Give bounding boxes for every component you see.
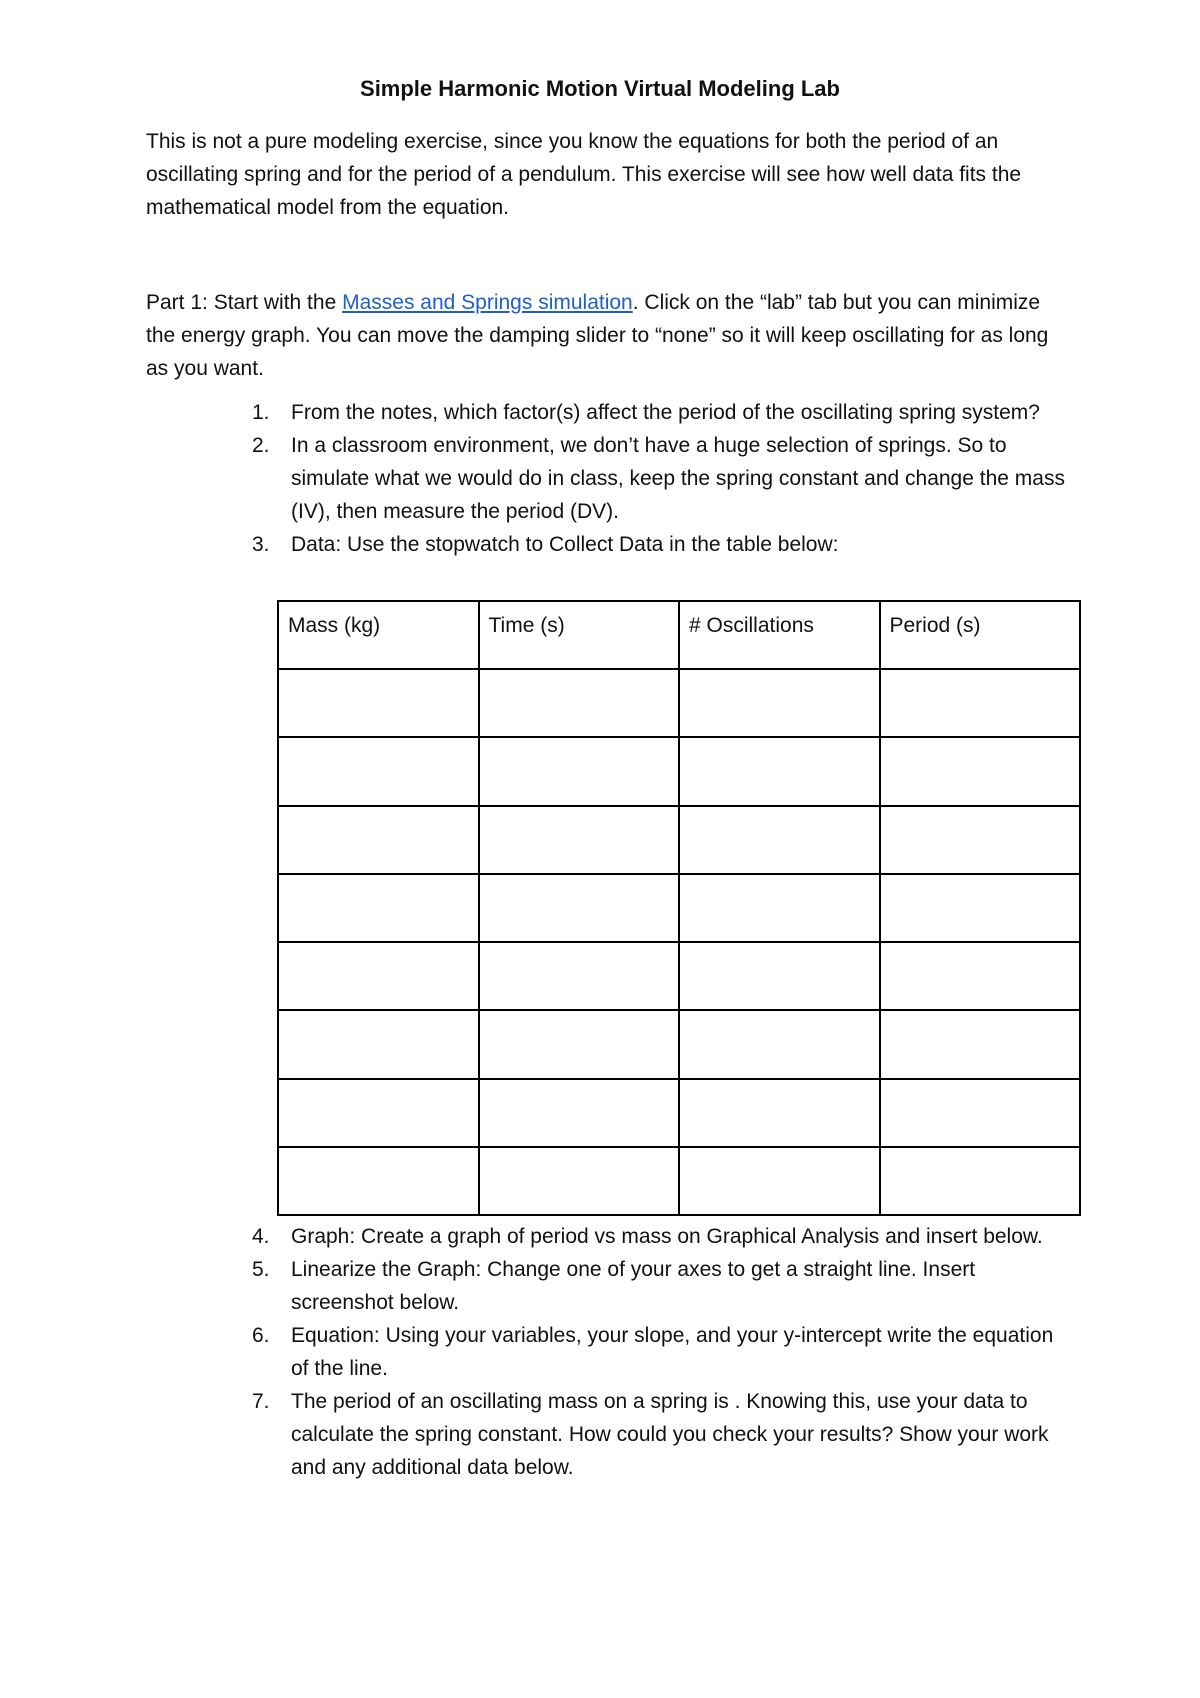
step-number: 5. [252, 1258, 270, 1281]
table-header-row [278, 601, 1080, 669]
table-row [278, 1147, 1080, 1215]
step-text: In a classroom environment, we don’t have a huge selection of springs. So to simulate what we would do in class, keep the spring constant and change the mass (IV), then measure the period (DV). [291, 434, 1065, 523]
table-body [278, 669, 1080, 1215]
step-number: 2. [252, 434, 270, 457]
part1-prefix: Part 1: Start with the [146, 291, 343, 314]
step-4 [252, 1220, 1072, 1253]
step-text: Graph: Create a graph of period vs mass on Graphical Analysis and insert below. [291, 1225, 1043, 1248]
table-cell[interactable] [880, 737, 1081, 805]
table-cell[interactable] [479, 669, 680, 737]
header-period: Period (s) [880, 601, 1081, 669]
table-cell[interactable] [278, 942, 479, 1010]
table-row [278, 1010, 1080, 1078]
table-cell[interactable] [679, 806, 880, 874]
table-cell[interactable] [479, 874, 680, 942]
table-row [278, 1079, 1080, 1147]
table-cell[interactable] [679, 942, 880, 1010]
table-cell[interactable] [679, 1147, 880, 1215]
table-cell[interactable] [278, 737, 479, 805]
table-cell[interactable] [479, 1010, 680, 1078]
header-oscillations: # Oscillations [679, 601, 880, 669]
table-cell[interactable] [479, 806, 680, 874]
step-number: 6. [252, 1324, 270, 1347]
step-text: Data: Use the stopwatch to Collect Data in the table below: [291, 533, 839, 556]
table-cell[interactable] [479, 1147, 680, 1215]
table-row [278, 942, 1080, 1010]
table-cell[interactable] [880, 806, 1081, 874]
table-cell[interactable] [278, 669, 479, 737]
part1-paragraph [146, 286, 1066, 385]
step-6 [252, 1319, 1072, 1385]
table-cell[interactable] [679, 874, 880, 942]
intro-paragraph: This is not a pure modeling exercise, since you know the equations for both the period of an oscillating spring and for the period of a pendulum. This exercise will see how well data fits the mathematical model from the equation. [146, 130, 1022, 219]
step-5 [252, 1253, 1072, 1319]
table-cell[interactable] [479, 1079, 680, 1147]
step-text: Linearize the Graph: Change one of your axes to get a straight line. Insert screenshot below. [291, 1258, 976, 1314]
table-row [278, 806, 1080, 874]
table-cell[interactable] [479, 942, 680, 1010]
table-cell[interactable] [880, 1147, 1081, 1215]
table-cell[interactable] [679, 1079, 880, 1147]
table-cell[interactable] [880, 1079, 1081, 1147]
table-cell[interactable] [880, 1010, 1081, 1078]
table-row [278, 874, 1080, 942]
table-cell[interactable] [880, 874, 1081, 942]
step-number: 1. [252, 401, 270, 424]
step-number: 3. [252, 533, 270, 556]
table-cell[interactable] [679, 669, 880, 737]
table-cell[interactable] [278, 874, 479, 942]
table-cell[interactable] [880, 942, 1081, 1010]
table-row [278, 669, 1080, 737]
table-cell[interactable] [880, 669, 1081, 737]
step-1 [252, 396, 1072, 429]
table-cell[interactable] [679, 737, 880, 805]
part1-suffix: . Click on the “lab” tab but you can minimize the energy graph. You can move the damping slider to “none” so it will keep oscillating for as long as you want. [146, 291, 1049, 380]
simulation-link[interactable]: Masses and Springs simulation [342, 291, 633, 314]
step-7 [252, 1385, 1072, 1484]
step-text: The period of an oscillating mass on a spring is . Knowing this, use your data to calculate the spring constant. How could you check your results? Show your work and any additional data below. [291, 1390, 1049, 1479]
step-text: Equation: Using your variables, your slope, and your y-intercept write the equation of the line. [291, 1324, 1054, 1380]
data-table [277, 600, 1081, 1216]
header-mass: Mass (kg) [278, 601, 479, 669]
table-cell[interactable] [278, 806, 479, 874]
table-cell[interactable] [278, 1147, 479, 1215]
step-number: 7. [252, 1390, 270, 1413]
page-title: Simple Harmonic Motion Virtual Modeling Lab [360, 76, 840, 101]
step-2 [252, 429, 1072, 528]
steps-list-after-table [252, 1220, 1072, 1484]
table-cell[interactable] [479, 737, 680, 805]
table-cell[interactable] [679, 1010, 880, 1078]
step-3 [252, 528, 1072, 561]
step-number: 4. [252, 1225, 270, 1248]
table-row [278, 737, 1080, 805]
table-cell[interactable] [278, 1010, 479, 1078]
table-cell[interactable] [278, 1079, 479, 1147]
header-time: Time (s) [479, 601, 680, 669]
steps-list-before-table [252, 396, 1072, 561]
step-text: From the notes, which factor(s) affect the period of the oscillating spring system? [291, 401, 1040, 424]
